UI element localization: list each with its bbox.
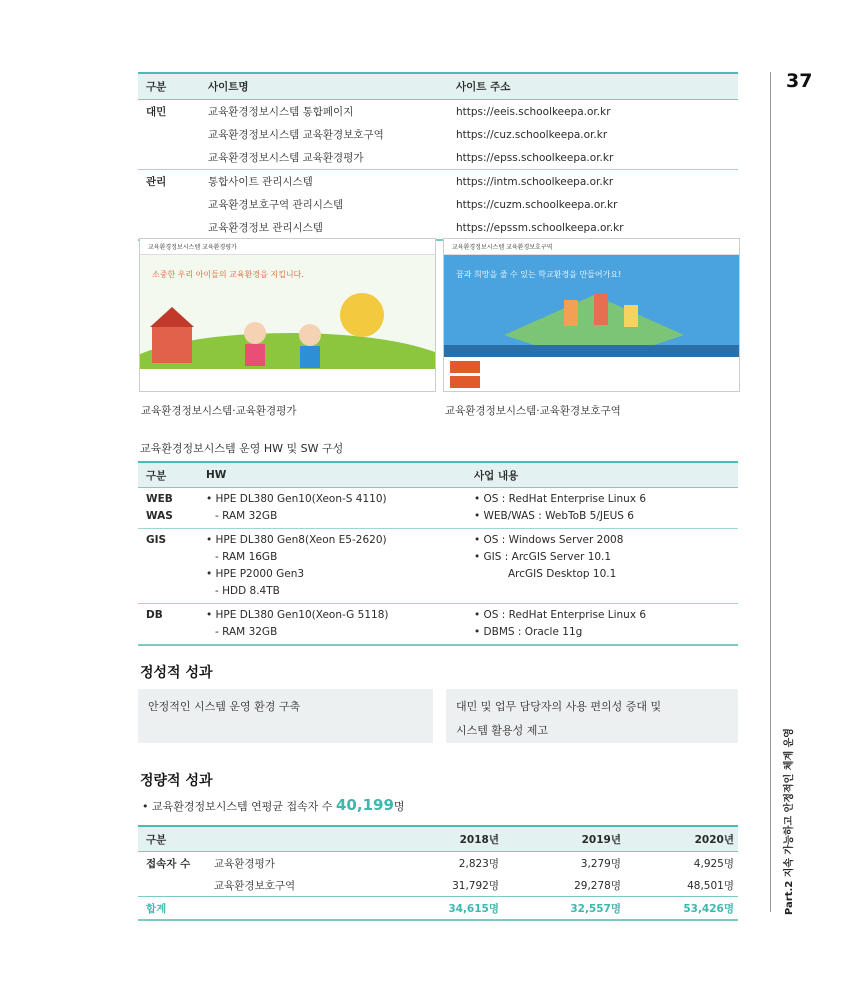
qualitative-box-left (138, 689, 433, 743)
category-cell: 관리 (138, 170, 208, 194)
table-row (138, 488, 738, 529)
header-year: 2018년 (384, 826, 503, 852)
screenshot-caption: 교육환경정보시스템·교육환경보호구역 (445, 405, 621, 417)
site-name: 교육환경보호구역 (214, 879, 296, 892)
category-cell: 접속자 수 (146, 857, 191, 870)
header-category: 구분 (138, 462, 206, 488)
table-row (138, 874, 738, 897)
header-blank (214, 826, 384, 852)
category-line: WEB (146, 493, 173, 505)
table-row (138, 216, 738, 240)
visitor-value: 29,278명 (574, 879, 621, 892)
visitor-summary-prefix: • 교육환경정보시스템 연평균 접속자 수 (142, 800, 336, 813)
site-name: 통합사이트 관리시스템 (208, 170, 456, 194)
hw-line: • HPE DL380 Gen10(Xeon-S 4110) (206, 493, 387, 505)
kids-illustration (140, 255, 435, 391)
category-cell: 대민 (146, 106, 167, 118)
hw-line: - RAM 16GB (215, 551, 278, 563)
hw-sw-table (138, 461, 738, 646)
qualitative-title: 정성적 성과 (140, 665, 213, 681)
site-url[interactable]: https://epss.schoolkeepa.or.kr (456, 151, 614, 164)
table-row (138, 170, 738, 194)
category-line: DB (146, 609, 163, 621)
site-name: 교육환경정보시스템 교육환경평가 (208, 152, 364, 164)
total-value: 32,557명 (503, 897, 625, 921)
qualitative-text: 안정적인 시스템 운영 환경 구축 (148, 700, 301, 713)
total-value: 53,426명 (625, 897, 738, 921)
header-site-url: 사이트 주소 (456, 73, 738, 100)
site-name: 교육환경정보시스템 통합페이지 (208, 106, 354, 118)
total-value: 34,615명 (384, 897, 503, 921)
visitor-unit: 명 (393, 800, 405, 813)
visitor-value: 48,501명 (687, 879, 734, 892)
screenshot-assessment-site (139, 238, 436, 392)
table-row (138, 100, 738, 124)
site-url[interactable]: https://epssm.schoolkeepa.or.kr (456, 216, 738, 240)
visitor-value: 4,925명 (693, 857, 734, 870)
sw-line: • DBMS : Oracle 11g (474, 626, 583, 638)
table-row (138, 123, 738, 146)
sites-table (138, 72, 738, 241)
header-category: 구분 (138, 826, 214, 852)
quantitative-title: 정량적 성과 (140, 773, 213, 789)
site-url[interactable]: https://cuz.schoolkeepa.or.kr (456, 128, 608, 141)
screenshot-protection-site (443, 238, 740, 392)
visitor-summary (142, 796, 405, 814)
site-logo: 교육환경정보시스템 교육환경보호구역 (444, 239, 739, 255)
visitor-count: 40,199 (336, 796, 394, 814)
hw-line: • HPE DL380 Gen10(Xeon-G 5118) (206, 609, 389, 621)
header-site-name: 사이트명 (208, 73, 456, 100)
qualitative-box-right (446, 689, 738, 743)
category-line: GIS (146, 534, 167, 546)
site-url[interactable]: https://intm.schoolkeepa.or.kr (456, 170, 738, 194)
site-headline: 꿈과 희망을 줄 수 있는 학교환경을 만들어가요! (456, 270, 622, 279)
table-row (138, 146, 738, 170)
table-row (138, 604, 738, 646)
hw-line: • HPE P2000 Gen3 (206, 568, 305, 580)
site-url[interactable]: https://eeis.schoolkeepa.or.kr (456, 105, 611, 118)
header-hw: HW (206, 462, 474, 488)
vertical-divider (770, 72, 771, 912)
visitor-value: 3,279명 (580, 857, 621, 870)
side-title: Part.2 지속 가능하고 안정적인 체계 운영 (784, 728, 795, 915)
header-category: 구분 (138, 73, 208, 100)
category-line: WAS (146, 510, 173, 522)
hw-line: - HDD 8.4TB (215, 585, 280, 597)
sw-line: • GIS : ArcGIS Server 10.1 (474, 551, 612, 563)
site-headline: 소중한 우리 아이들의 교육환경을 지킵니다. (152, 270, 304, 279)
total-label: 합계 (138, 897, 214, 921)
header-year: 2020년 (625, 826, 738, 852)
total-row (138, 897, 738, 921)
sw-line: ArcGIS Desktop 10.1 (508, 568, 617, 580)
sw-line: • OS : RedHat Enterprise Linux 6 (474, 609, 647, 621)
site-name: 교육환경정보시스템 교육환경보호구역 (208, 129, 384, 141)
visitors-table (138, 825, 738, 921)
site-name: 교육환경보호구역 관리시스템 (208, 199, 344, 211)
page-number: 37 (786, 70, 813, 92)
table-row (138, 193, 738, 216)
hw-line: • HPE DL380 Gen8(Xeon E5-2620) (206, 534, 387, 546)
hw-section-label: 교육환경정보시스템 운영 HW 및 SW 구성 (140, 442, 344, 455)
screenshot-caption: 교육환경정보시스템·교육환경평가 (141, 405, 297, 417)
site-name: 교육환경정보 관리시스템 (208, 216, 456, 240)
site-logo: 교육환경정보시스템 교육환경평가 (140, 239, 435, 255)
city-illustration (444, 255, 739, 391)
qualitative-text: 시스템 활용성 제고 (456, 724, 549, 737)
hw-line: - RAM 32GB (215, 626, 278, 638)
hw-line: - RAM 32GB (215, 510, 278, 522)
table-row (138, 852, 738, 875)
header-sw: 사업 내용 (474, 462, 738, 488)
sw-line: • OS : RedHat Enterprise Linux 6 (474, 493, 647, 505)
sw-line: • OS : Windows Server 2008 (474, 534, 624, 546)
sw-line: • WEB/WAS : WebToB 5/JEUS 6 (474, 510, 634, 522)
qualitative-text: 대민 및 업무 담당자의 사용 편의성 증대 및 (456, 700, 662, 713)
header-year: 2019년 (503, 826, 625, 852)
table-row (138, 529, 738, 604)
site-name: 교육환경평가 (214, 857, 275, 870)
visitor-value: 31,792명 (452, 879, 499, 892)
site-url[interactable]: https://cuzm.schoolkeepa.or.kr (456, 198, 618, 211)
visitor-value: 2,823명 (458, 857, 499, 870)
